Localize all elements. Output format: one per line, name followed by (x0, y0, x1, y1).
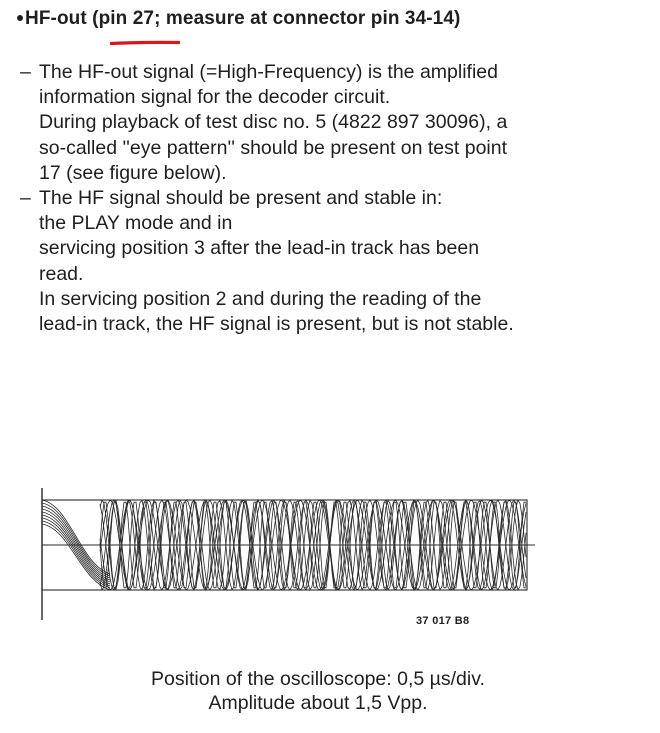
lead-in-trace (42, 521, 110, 588)
text-line: so-called ''eye pattern'' should be present on test point (39, 136, 508, 159)
text-line: read. (39, 262, 84, 285)
text-line: The HF-out signal (=High-Frequency) is the amplified (39, 61, 498, 83)
list-item-hf-signal-description (20, 60, 640, 186)
figure-code-label: 37 017 B8 (416, 615, 470, 627)
heading-text: HF-out (pin 27; measure at connector pin 34-14) (25, 8, 461, 29)
text-line: servicing position 3 after the lead-in track has been (39, 237, 480, 260)
section-heading (17, 8, 460, 30)
caption-oscilloscope-position: Position of the oscilloscope: 0,5 µs/div. (151, 668, 485, 690)
list-item-hf-signal-stability (20, 186, 640, 337)
text-line: During playback of test disc no. 5 (4822 897 30096), a (39, 111, 508, 134)
list-dash: – (20, 187, 31, 210)
text-line: 17 (see figure below). (39, 161, 227, 184)
text-line: the PLAY mode and in (39, 212, 233, 235)
text-line: lead-in track, the HF signal is present, but is not stable. (39, 313, 514, 336)
text-line: The HF signal should be present and stable in: (39, 187, 443, 210)
body-text (20, 60, 640, 337)
caption-amplitude: Amplitude about 1,5 Vpp. (208, 692, 428, 714)
red-underline-annotation (110, 40, 180, 46)
bullet-icon (17, 15, 23, 21)
eye-pattern-figure (30, 478, 540, 628)
text-line: In servicing position 2 and during the reading of the (39, 287, 482, 310)
lead-in-trace (42, 500, 110, 574)
list-dash: – (20, 61, 31, 83)
text-line: information signal for the decoder circuit. (39, 86, 391, 109)
